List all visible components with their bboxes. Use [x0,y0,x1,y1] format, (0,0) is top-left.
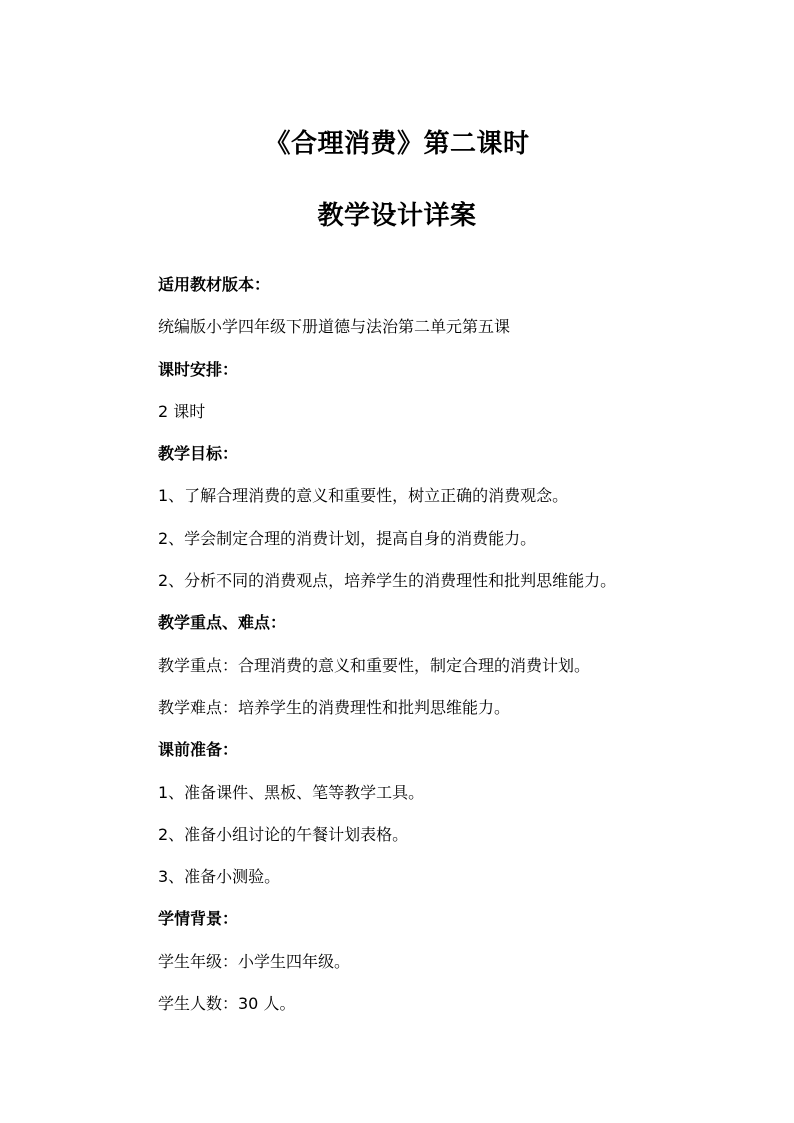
document-subtitle: 教学设计详案 [317,201,477,231]
background-item: 学生年级：小学生四年级。 [158,951,351,971]
section-heading-preparation: 课前准备： [158,740,239,760]
key-point-item: 教学重点：合理消费的意义和重要性，制定合理的消费计划。 [158,655,591,675]
objective-item: 2、分析不同的消费观点，培养学生的消费理性和批判思维能力。 [158,571,617,591]
section-heading-background: 学情背景： [158,909,239,929]
preparation-item: 3、准备小测验。 [158,867,281,887]
preparation-item: 2、准备小组讨论的午餐计划表格。 [158,824,409,844]
objective-item: 1、了解合理消费的意义和重要性，树立正确的消费观念。 [158,486,569,506]
section-heading-key-points: 教学重点、难点： [158,613,287,633]
preparation-item: 1、准备课件、黑板、笔等教学工具。 [158,782,425,802]
section-heading-textbook: 适用教材版本： [158,275,271,294]
document-title: 《合理消费》第二课时 [264,129,530,159]
section-heading-schedule: 课时安排： [158,359,239,379]
schedule-text: 2 课时 [158,401,206,421]
objective-item: 2、学会制定合理的消费计划，提高自身的消费能力。 [158,528,537,548]
key-point-item: 教学难点：培养学生的消费理性和批判思维能力。 [158,697,511,717]
section-heading-objectives: 教学目标： [158,444,239,464]
background-item: 学生人数：30 人。 [158,994,296,1014]
textbook-version-text: 统编版小学四年级下册道德与法治第二单元第五课 [158,317,511,337]
document-body [158,264,758,1025]
